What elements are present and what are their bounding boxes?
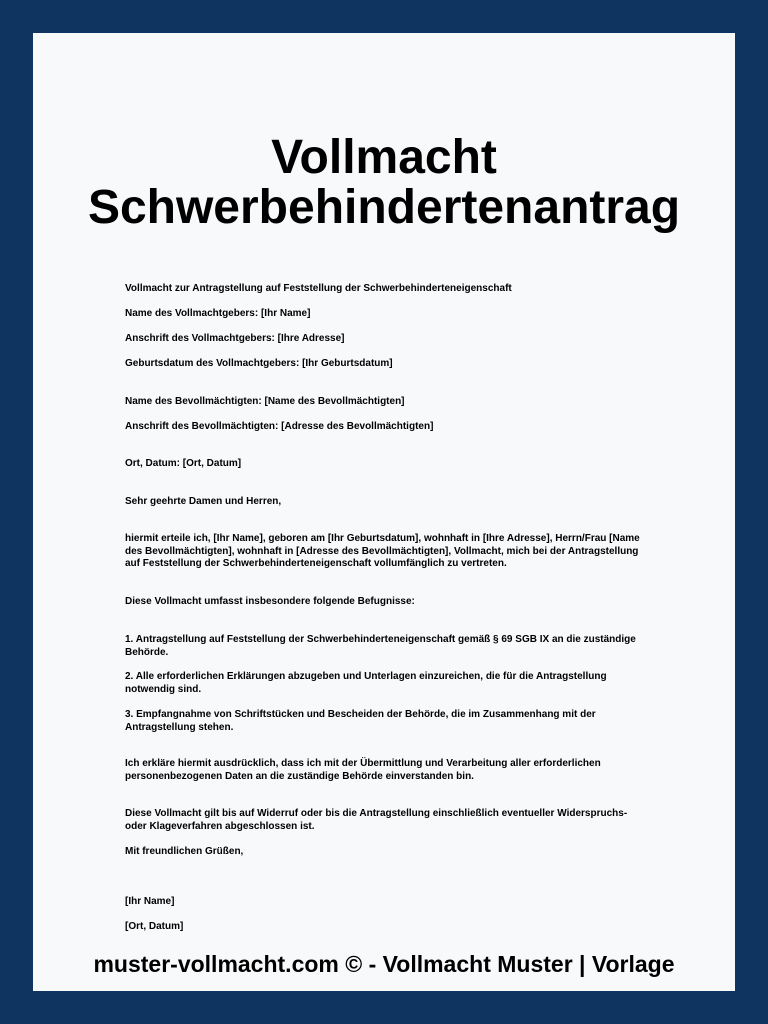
- closing: Mit freundlichen Grüßen,: [125, 846, 244, 857]
- principal-name: Name des Vollmachtgebers: [Ihr Name]: [125, 308, 311, 319]
- signature-name: [Ihr Name]: [125, 896, 175, 907]
- title-line-1: Vollmacht: [271, 131, 497, 184]
- salutation: Sehr geehrte Damen und Herren,: [125, 496, 282, 507]
- document-page: [33, 33, 735, 991]
- document-title: [33, 133, 735, 233]
- power-item-1: 1. Antragstellung auf Feststellung der Schwerbehinderteneigenschaft gemäß § 69 SGB IX an die zuständige Behörde.: [125, 634, 636, 658]
- agent-name: Name des Bevollmächtigten: [Name des Bevollmächtigten]: [125, 396, 405, 407]
- powers-intro: Diese Vollmacht umfasst insbesondere folgende Befugnisse:: [125, 596, 415, 607]
- principal-birthdate: Geburtsdatum des Vollmachtgebers: [Ihr Geburtsdatum]: [125, 358, 393, 369]
- place-date: Ort, Datum: [Ort, Datum]: [125, 458, 242, 469]
- agent-address: Anschrift des Bevollmächtigten: [Adresse des Bevollmächtigten]: [125, 421, 434, 432]
- signature-place-date: [Ort, Datum]: [125, 921, 184, 932]
- validity-clause: Diese Vollmacht gilt bis auf Widerruf oder bis die Antragstellung einschließlich eventueller Widerspruchs- oder Klageverfahren abgeschlossen ist.: [125, 808, 628, 832]
- footer-credit: muster-vollmacht.com © - Vollmacht Muster | Vorlage: [93, 951, 675, 977]
- data-consent: Ich erkläre hiermit ausdrücklich, dass ich mit der Übermittlung und Verarbeitung aller erforderlichen personenbezogenen Daten an die zuständige Behörde einverstanden bin.: [125, 758, 601, 782]
- power-item-2: 2. Alle erforderlichen Erklärungen abzugeben und Unterlagen einzureichen, die für die Antragstellung notwendig sind.: [125, 671, 607, 695]
- letter-subject: Vollmacht zur Antragstellung auf Feststellung der Schwerbehinderteneigenschaft: [125, 283, 512, 294]
- power-item-3: 3. Empfangnahme von Schriftstücken und Bescheiden der Behörde, die im Zusammenhang mit der Antragstellung stehen.: [125, 709, 596, 733]
- authorization-statement: hiermit erteile ich, [Ihr Name], geboren am [Ihr Geburtsdatum], wohnhaft in [Ihre Adresse], Herrn/Frau [Name des Bevollmächtigten], wohnhaft in [Adresse des Bevollmächtigten], Vollmacht, mich bei der Antragstellung auf Feststellung der Schwerbehinderteneigenschaft vollumfänglich zu vertreten.: [125, 533, 640, 570]
- title-line-2: Schwerbehindertenantrag: [87, 181, 681, 234]
- principal-address: Anschrift des Vollmachtgebers: [Ihre Adresse]: [125, 333, 345, 344]
